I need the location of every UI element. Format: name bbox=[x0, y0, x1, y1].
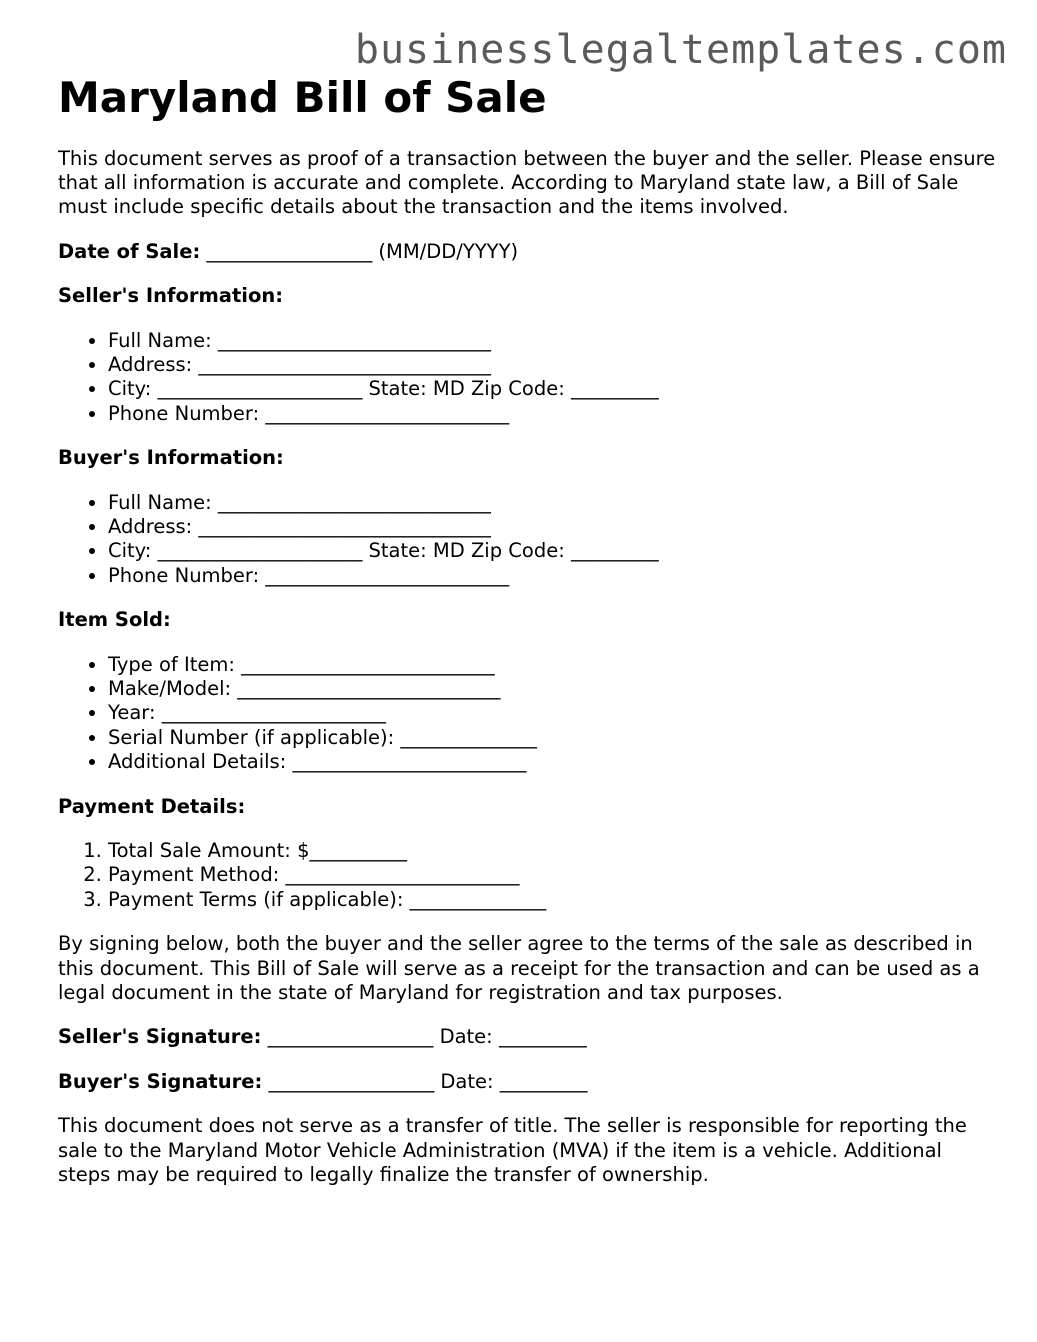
buyer-address-field: • Address: ______________________________ bbox=[108, 515, 998, 539]
buyer-info-heading: Buyer's Information: bbox=[58, 446, 284, 470]
seller-address-field: • Address: ______________________________ bbox=[108, 353, 998, 377]
item-serial-number-field: • Serial Number (if applicable): ______________ bbox=[108, 726, 998, 750]
buyer-full-name-field: • Full Name: ____________________________ bbox=[108, 491, 998, 515]
item-make-model-field: • Make/Model: ___________________________ bbox=[108, 677, 998, 701]
seller-signature-label: Seller's Signature: bbox=[58, 1025, 262, 1049]
item-type-field: • Type of Item: __________________________ bbox=[108, 653, 998, 677]
seller-signature-field: _________________ Date: _________ bbox=[261, 1025, 587, 1049]
agreement-paragraph: By signing below, both the buyer and the seller agree to the terms of the sale as described in this document. This Bill of Sale will serve as a receipt for the transaction and can be used as a legal document in the state of Maryland for registration and tax purposes. bbox=[58, 932, 980, 1005]
payment-terms-field: 3. Payment Terms (if applicable): ______________ bbox=[108, 888, 998, 912]
date-of-sale-line bbox=[58, 240, 998, 264]
buyer-signature-line bbox=[58, 1070, 998, 1094]
buyer-city-state-zip-field: • City: _____________________ State: MD Zip Code: _________ bbox=[108, 539, 998, 563]
item-sold-heading: Item Sold: bbox=[58, 608, 171, 632]
date-of-sale-field: _________________ (MM/DD/YYYY) bbox=[200, 239, 519, 263]
buyer-signature-field: _________________ Date: _________ bbox=[262, 1069, 588, 1093]
buyer-info-list bbox=[58, 491, 998, 589]
watermark: businesslegaltemplates.com bbox=[354, 27, 1007, 73]
item-year-field: • Year: _______________________ bbox=[108, 701, 998, 725]
closing-paragraph: This document does not serve as a transfer of title. The seller is responsible for reporting the sale to the Maryland Motor Vehicle Administration (MVA) if the item is a vehicle. Additional steps may be required to legally finalize the transfer of ownership. bbox=[58, 1114, 967, 1187]
payment-details-list bbox=[58, 839, 998, 912]
seller-signature-line bbox=[58, 1025, 998, 1049]
buyer-signature-label: Buyer's Signature: bbox=[58, 1069, 263, 1093]
seller-phone-field: • Phone Number: _________________________ bbox=[108, 402, 998, 426]
total-sale-amount-field: 1. Total Sale Amount: $__________ bbox=[108, 839, 998, 863]
item-additional-details-field: • Additional Details: ________________________ bbox=[108, 750, 998, 774]
seller-info-list bbox=[58, 329, 998, 427]
payment-method-field: 2. Payment Method: ________________________ bbox=[108, 863, 998, 887]
page-title: Maryland Bill of Sale bbox=[58, 73, 547, 122]
buyer-phone-field: • Phone Number: _________________________ bbox=[108, 564, 998, 588]
seller-info-heading: Seller's Information: bbox=[58, 284, 284, 308]
intro-paragraph: This document serves as proof of a transaction between the buyer and the seller. Please ensure that all information is accurate and complete. According to Maryland state law, a Bill of Sale must include specific details about the transaction and the items involved. bbox=[58, 146, 996, 219]
document-body bbox=[58, 72, 998, 1208]
item-sold-list bbox=[58, 653, 998, 775]
seller-city-state-zip-field: • City: _____________________ State: MD Zip Code: _________ bbox=[108, 377, 998, 401]
payment-details-heading: Payment Details: bbox=[58, 794, 246, 818]
seller-full-name-field: • Full Name: ____________________________ bbox=[108, 329, 998, 353]
date-of-sale-label: Date of Sale: bbox=[58, 239, 201, 263]
